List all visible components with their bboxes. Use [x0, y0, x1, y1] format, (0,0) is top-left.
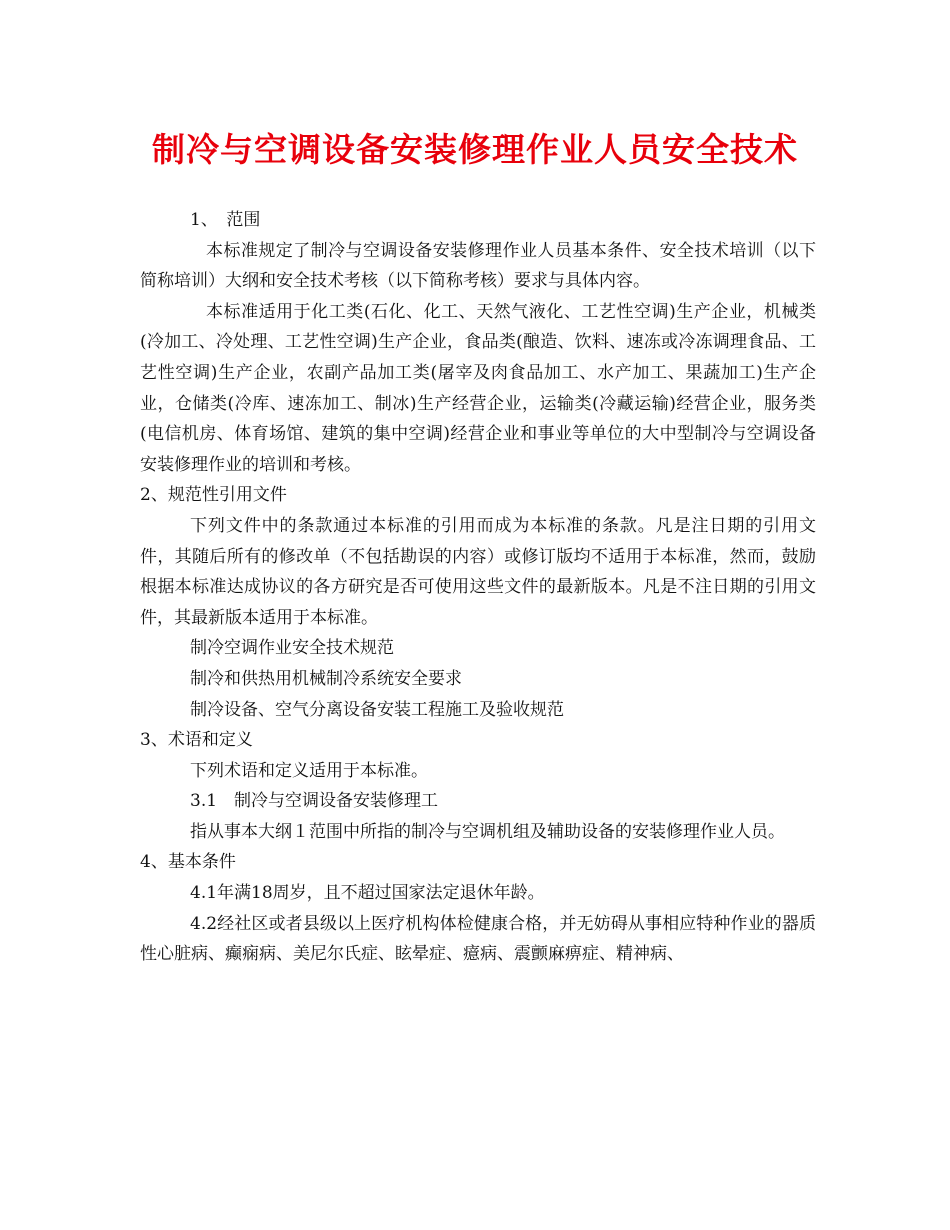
section-2-reference-1: 制冷空调作业安全技术规范 [190, 638, 394, 659]
document-body [140, 205, 816, 970]
section-4-item-2: 4.2经社区或者县级以上医疗机构体检健康合格，并无妨碍从事相应特种作业的器质性心脏病、癫痫病、美尼尔氏症、眩晕症、癔病、震颤麻痹症、精神病、 [140, 913, 816, 965]
section-2-reference-2: 制冷和供热用机械制冷系统安全要求 [190, 668, 462, 689]
section-2-heading: 2、规范性引用文件 [140, 485, 287, 506]
section-1-paragraph-1: 本标准规定了制冷与空调设备安装修理作业人员基本条件、安全技术培训（以下简称培训）大纲和安全技术考核（以下简称考核）要求与具体内容。 [140, 240, 816, 292]
section-1-paragraph-2: 本标准适用于化工类(石化、化工、天然气液化、工艺性空调)生产企业，机械类(冷加工、冷处理、工艺性空调)生产企业，食品类(酿造、饮料、速冻或冷冻调理食品、工艺性空调)生产企业，农副产品加工类(屠宰及肉食品加工、水产加工、果蔬加工)生产企业，仓储类(冷库、速冻加工、制冰)生产经营企业，运输类(冷藏运输)经营企业，服务类(电信机房、体育场馆、建筑的集中空调)经营企业和事业等单位的大中型制冷与空调设备安装修理作业的培训和考核。 [140, 301, 816, 475]
section-3-heading: 3、术语和定义 [140, 730, 253, 751]
section-3-1-heading: 3.1 制冷与空调设备安装修理工 [190, 791, 439, 812]
section-4-heading: 4、基本条件 [140, 852, 236, 873]
section-3-1-paragraph: 指从事本大纲１范围中所指的制冷与空调机组及辅助设备的安装修理作业人员。 [190, 821, 785, 842]
section-3-paragraph-1: 下列术语和定义适用于本标准。 [190, 760, 428, 781]
section-2-paragraph-1: 下列文件中的条款通过本标准的引用而成为本标准的条款。凡是注日期的引用文件，其随后所有的修改单（不包括勘误的内容）或修订版均不适用于本标准，然而，鼓励根据本标准达成协议的各方研究是否可使用这些文件的最新版本。凡是不注日期的引用文件，其最新版本适用于本标准。 [140, 515, 816, 628]
document-title: 制冷与空调设备安装修理作业人员安全技术 [152, 130, 798, 169]
section-4-item-1: 4.1年满18周岁，且不超过国家法定退休年龄。 [190, 883, 545, 904]
section-2-reference-3: 制冷设备、空气分离设备安装工程施工及验收规范 [190, 699, 564, 720]
section-1-heading: 1、 范围 [190, 210, 261, 230]
